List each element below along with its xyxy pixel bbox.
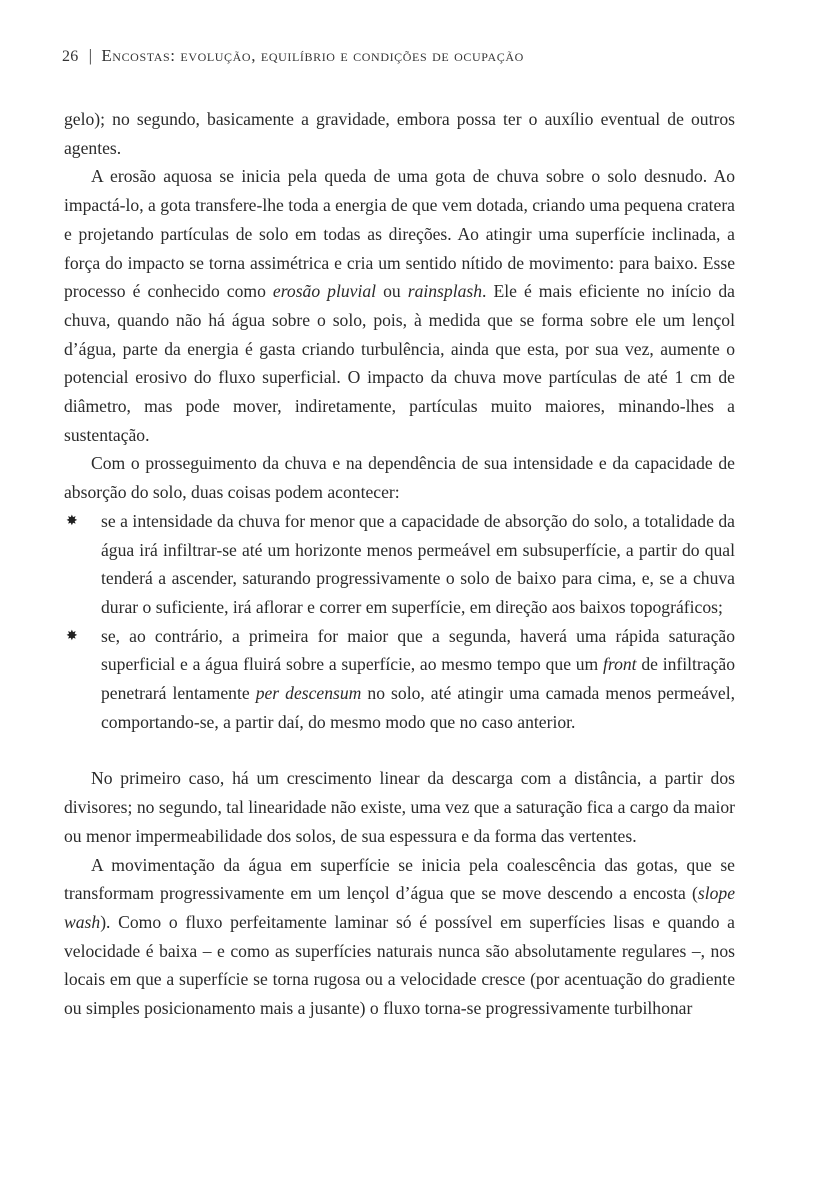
list-item-text: no solo, até atingir uma camada menos permeável, comportando-se, a partir daí, do mesmo modo que no caso anterior.	[101, 683, 735, 732]
running-head	[62, 46, 524, 66]
header-separator: |	[88, 46, 93, 65]
list-item-text: de infiltração penetrará lentamente	[101, 654, 735, 704]
paragraph-text: ou	[376, 281, 408, 302]
body-text	[64, 105, 735, 1023]
list-item	[66, 507, 735, 622]
page-number: 26	[62, 48, 79, 65]
list-item-text: se a intensidade da chuva for menor que a capacidade de absorção do solo, a totalidade da água irá infiltrar-se até um horizonte menos permeável em subsuperfície, a partir do qual tenderá a ascender, saturando progressivamente o solo de baixo para cima, e, se a chuva durar o suficiente, irá aflorar e correr em superfície, em direção aos baixos topográficos;	[101, 510, 735, 617]
paragraph-erosao-aquosa	[64, 162, 735, 449]
paragraph-primeiro-caso	[64, 764, 735, 850]
paragraph-prosseguimento	[64, 449, 735, 506]
paragraph-continuation	[64, 105, 735, 162]
bullet-list	[64, 507, 735, 737]
paragraph-text: Com o prosseguimento da chuva e na dependência de sua intensidade e da capacidade de absorção do solo, duas coisas podem acontecer:	[64, 453, 735, 503]
paragraph-text: ). Como o fluxo perfeitamente laminar só é possível em superfícies lisas e quando a velocidade é baixa – e como as superfícies naturais nunca são absolutamente regulares –, nos locais em que a superfície se torna rugosa ou a velocidade cresce (por acentuação do gradiente ou simples posicionamento mais a jusante) o fluxo torna-se progressivamente turbilhonar	[64, 911, 735, 1019]
running-head-title: Encostas: evolução, equilíbrio e condições de ocupação	[101, 46, 524, 65]
italic-term: erosão pluvial	[272, 281, 377, 302]
asterisk-bullet-icon: ✸	[66, 627, 78, 644]
paragraph-text: A movimentação da água em superfície se inicia pela coalescência das gotas, que se transformam progressivamente em um lençol d’água que se move descendo a encosta (	[64, 854, 735, 904]
asterisk-bullet-icon: ✸	[66, 512, 78, 529]
list-item	[66, 622, 735, 737]
italic-term: rainsplash	[407, 281, 483, 302]
paragraph-text: A erosão aquosa se inicia pela queda de uma gota de chuva sobre o solo desnudo. Ao impactá-lo, a gota transfere-lhe toda a energia de que vem dotada, criando uma pequena cratera e projetando partículas de solo em todas as direções. Ao atingir uma superfície inclinada, a força do impacto se torna assimétrica e cria um sentido nítido de movimento: para baixo. Esse processo é conhecido como	[64, 166, 735, 302]
paragraph-text: . Ele é mais eficiente no início da chuva, quando não há água sobre o solo, pois, à medida que se forma sobre ele um lençol d’água, parte da energia é gasta criando turbulência, ainda que esta, por sua vez, aumente o potencial erosivo do fluxo superficial. O impacto da chuva move partículas de até 1 cm de diâmetro, mas pode mover, indiretamente, partículas muito maiores, minando-lhes a sustentação.	[64, 281, 735, 445]
italic-term: slope wash	[64, 883, 735, 932]
paragraph-text: gelo); no segundo, basicamente a gravidade, embora possa ter o auxílio eventual de outros agentes.	[64, 109, 735, 158]
paragraph-text: No primeiro caso, há um crescimento linear da descarga com a distância, a partir dos divisores; no segundo, tal linearidade não existe, uma vez que a saturação fica a cargo da maior ou menor impermeabilidade dos solos, de sua espessura e da forma das vertentes.	[64, 768, 735, 846]
italic-term: per descensum	[255, 683, 362, 704]
italic-term: front	[603, 654, 637, 675]
list-item-text: se, ao contrário, a primeira for maior que a segunda, haverá uma rápida saturação superficial e a água fluirá sobre a superfície, ao mesmo tempo que um	[101, 625, 735, 675]
paragraph-movimentacao	[64, 851, 735, 1023]
